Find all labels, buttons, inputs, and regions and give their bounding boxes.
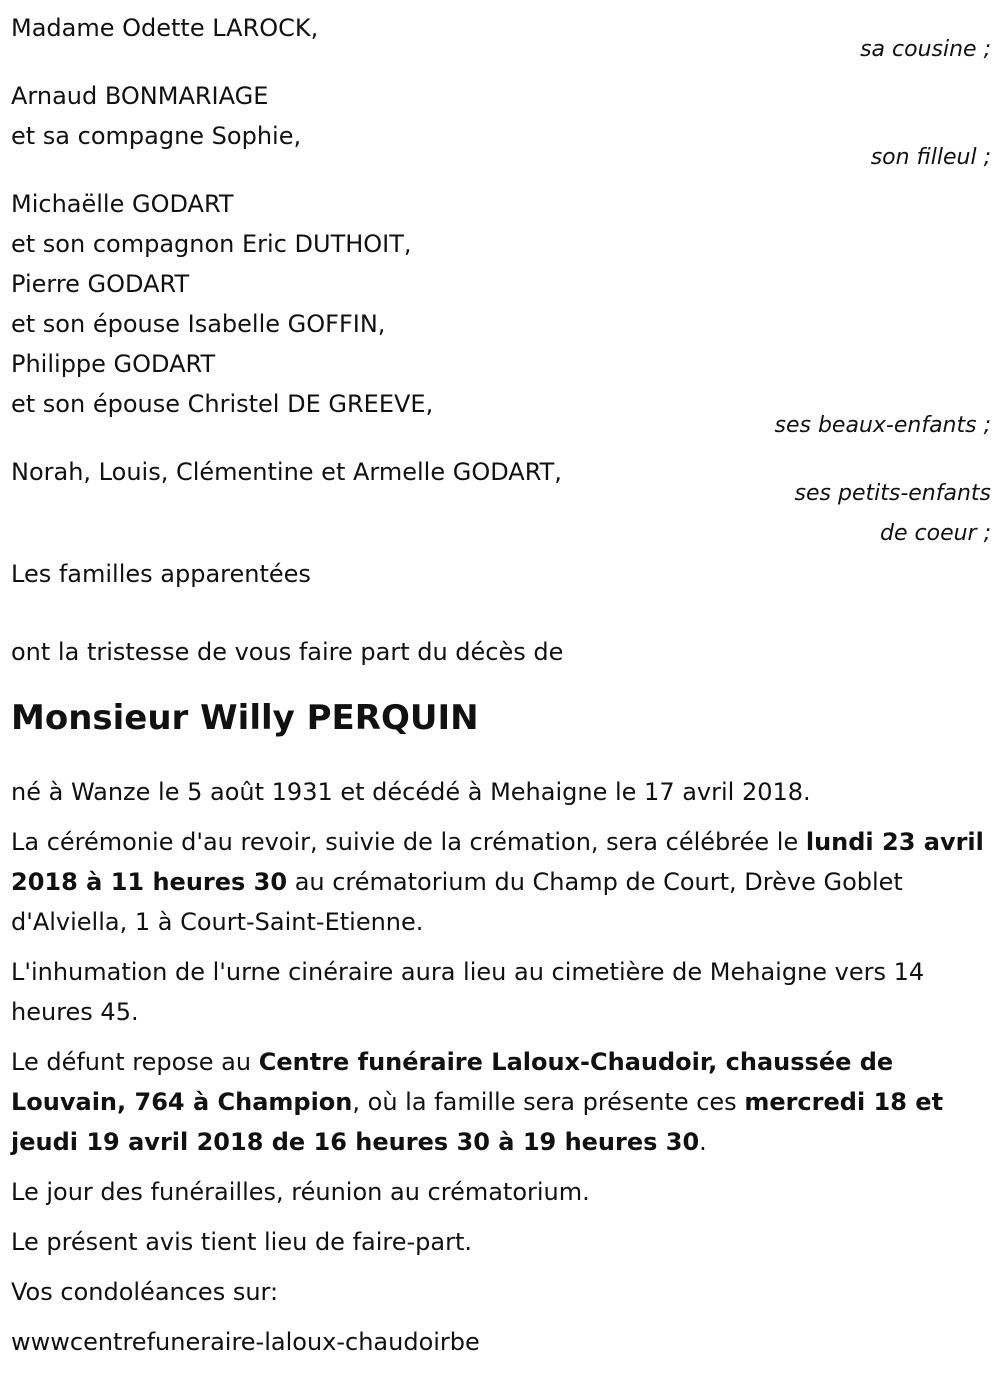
funeral-day: Le jour des funérailles, réunion au crématorium. xyxy=(11,1178,590,1206)
birth-death: né à Wanze le 5 août 1931 et décédé à Mehaigne le 17 avril 2018. xyxy=(11,778,811,806)
cousin-relation: sa cousine ; xyxy=(860,37,991,62)
repose-text-middle: , où la famille sera présente ces xyxy=(352,1088,745,1116)
grandchildren-names: Norah, Louis, Clémentine et Armelle GODART, xyxy=(11,458,562,486)
related-families: Les familles apparentées xyxy=(11,560,311,588)
cousin-name: Madame Odette LAROCK, xyxy=(11,14,319,42)
repose-text-end: . xyxy=(699,1128,707,1156)
repose-place: Centre funéraire Laloux-Chaudoir, chaussée de Louvain, 764 à Champion xyxy=(11,1048,894,1116)
website-link[interactable]: wwwcentrefuneraire-laloux-chaudoirbe xyxy=(11,1328,480,1356)
stepchild-line: Pierre GODART xyxy=(11,270,190,298)
stepchildren-relation: ses beaux-enfants ; xyxy=(774,413,991,438)
godson-partner: et sa compagne Sophie, xyxy=(11,122,302,150)
stepchild-line: Michaëlle GODART xyxy=(11,190,234,218)
ceremony-date: lundi 23 avril 2018 à 11 heures 30 xyxy=(11,828,984,896)
stepchild-line: et son épouse Christel DE GREEVE, xyxy=(11,390,434,418)
announcement: ont la tristesse de vous faire part du décès de xyxy=(11,638,564,666)
inhumation-paragraph: L'inhumation de l'urne cinéraire aura lieu au cimetière de Mehaigne vers 14 heures 45. xyxy=(11,958,925,1026)
condolences-label: Vos condoléances sur: xyxy=(11,1278,279,1306)
ceremony-place: au crématorium du Champ de Court, Drève Goblet d'Alviella, 1 à Court-Saint-Etienne. xyxy=(11,868,903,936)
visitation-dates: mercredi 18 et jeudi 19 avril 2018 de 16 heures 30 à 19 heures 30 xyxy=(11,1088,944,1156)
grandchildren-relation: ses petits-enfants xyxy=(794,481,991,506)
repose-text: Le défunt repose au xyxy=(11,1048,259,1076)
godson-name: Arnaud BONMARIAGE xyxy=(11,82,269,110)
notice-text: Le présent avis tient lieu de faire-part. xyxy=(11,1228,473,1256)
obituary-notice xyxy=(11,8,991,1372)
grandchildren-relation-cont: de coeur ; xyxy=(880,521,991,546)
stepchild-line: Philippe GODART xyxy=(11,350,216,378)
deceased-name: Monsieur Willy PERQUIN xyxy=(11,698,479,738)
stepchild-line: et son compagnon Eric DUTHOIT, xyxy=(11,230,412,258)
ceremony-text: La cérémonie d'au revoir, suivie de la crémation, sera célébrée le xyxy=(11,828,806,856)
ceremony-paragraph xyxy=(11,822,991,942)
godson-relation: son filleul ; xyxy=(870,145,991,170)
stepchild-line: et son épouse Isabelle GOFFIN, xyxy=(11,310,386,338)
repose-paragraph xyxy=(11,1042,991,1162)
